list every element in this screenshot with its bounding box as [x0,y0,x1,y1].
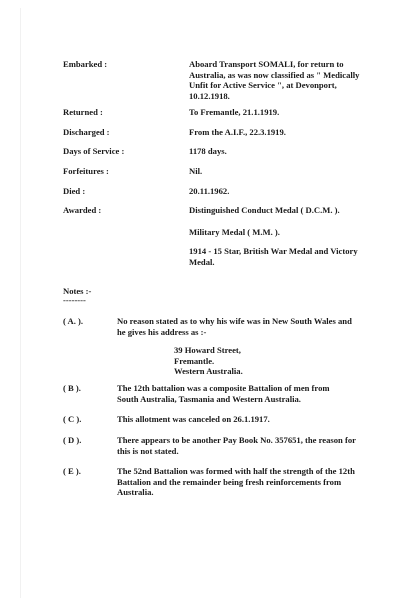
value-embarked: Aboard Transport SOMALI, for return to Australia, as was now classified as " Medically Unfit for Active Service ", at Devonport, 10.12.1918. [189,59,360,101]
note-a-address: 39 Howard Street, Fremantle. Western Australia. [174,345,243,377]
notes-heading: Notes :- -------- [63,286,92,305]
note-d-label: ( D ). [63,435,82,445]
note-b-label: ( B ). [63,383,81,393]
label-discharged: Discharged : [63,127,110,137]
note-c-text: This allotment was canceled on 26.1.1917. [117,414,270,424]
value-awarded-stars: 1914 - 15 Star, British War Medal and Victory Medal. [189,246,358,267]
note-e-text: The 52nd Battalion was formed with half the strength of the 12th Battalion and the remainder being fresh reinforcements from Australia. [117,466,355,498]
label-embarked: Embarked : [63,59,108,69]
value-awarded-dcm: Distinguished Conduct Medal ( D.C.M. ). [189,205,340,215]
label-died: Died : [63,186,86,196]
label-days-of-service: Days of Service : [63,146,125,156]
note-c-label: ( C ). [63,414,82,424]
label-returned: Returned : [63,107,103,117]
note-a-label: ( A. ). [63,316,84,326]
notes-underline: -------- [63,294,86,305]
value-returned: To Fremantle, 21.1.1919. [189,107,280,117]
label-forfeitures: Forfeitures : [63,166,109,176]
note-d-text: There appears to be another Pay Book No. 357651, the reason for this is not stated. [117,435,356,456]
value-discharged: From the A.I.F., 22.3.1919. [189,127,286,137]
value-awarded-mm: Military Medal ( M.M. ). [189,227,280,237]
note-e-label: ( E ). [63,466,81,476]
note-a-text: No reason stated as to why his wife was in New South Wales and he gives his address as :- [117,316,352,337]
value-days-of-service: 1178 days. [189,146,227,156]
scan-edge-line [20,8,21,598]
label-awarded: Awarded : [63,205,102,215]
value-died: 20.11.1962. [189,186,230,196]
value-forfeitures: Nil. [189,166,203,176]
note-b-text: The 12th battalion was a composite Battalion of men from South Australia, Tasmania and Western Australia. [117,383,330,404]
